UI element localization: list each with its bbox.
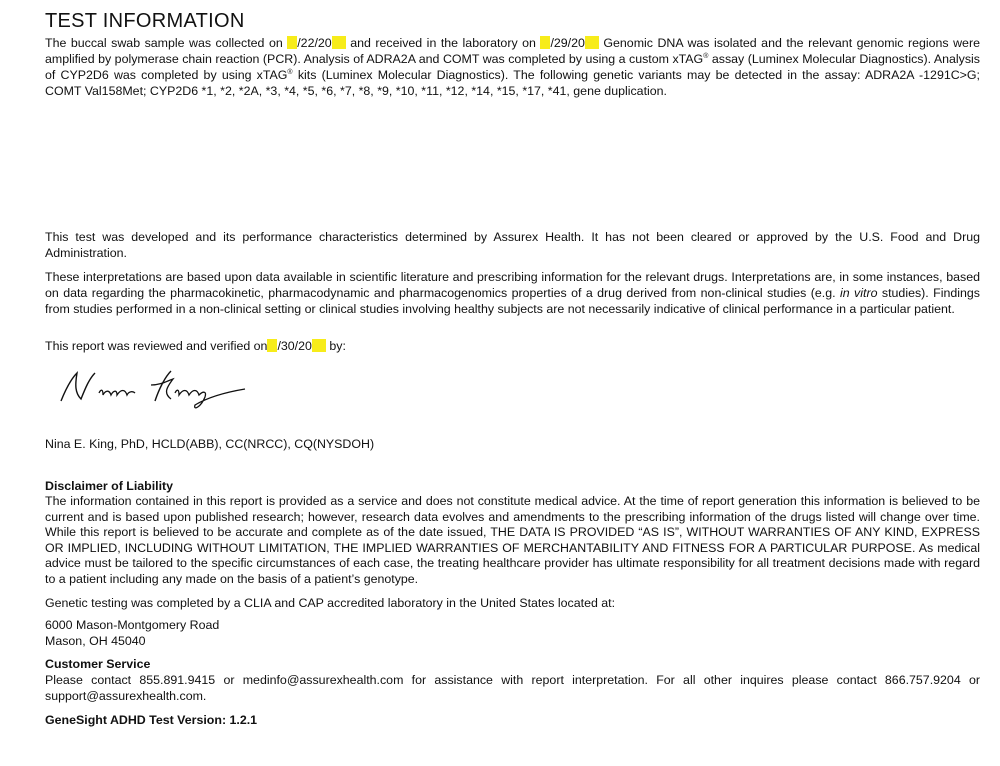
test-info-text-1: The buccal swab sample was collected on: [45, 36, 283, 50]
disclaimer-heading: Disclaimer of Liability: [45, 479, 174, 493]
registered-mark: ®: [287, 68, 293, 76]
test-info-text-4: assay (Luminex Molecular Diagnostics). Analysis of CYP2D6 was completed by using xTAG: [45, 52, 980, 82]
redaction-highlight: [312, 339, 326, 352]
redaction-highlight: [585, 36, 599, 49]
interpretation-italic: in vitro: [839, 286, 878, 300]
interpretation-text-b: studies). Findings from studies performed in a non-clinical setting or clinical studies involving healthy subjects are not necessarily indicative of clinical performance in a particular patient.: [45, 286, 980, 316]
lab-address-line-1: 6000 Mason-Montgomery Road: [45, 618, 220, 632]
review-date: /30/20: [277, 339, 312, 353]
redaction-highlight: [267, 339, 277, 352]
interpretation-paragraph: [45, 269, 980, 317]
redaction-highlight: [287, 36, 297, 49]
received-date: /29/20: [550, 36, 585, 50]
disclaimer-body: The information contained in this report is provided as a service and does not constitute medical advice. At the time of report generation this information is believed to be current and is based upon published research; however, research data evolves and amendments to the prescribing information of the drugs listed will change over time. While this report is believed to be accurate and complete as of the date issued, THE DATA IS PROVIDED “AS IS”, WITHOUT WARRANTIES OF ANY KIND, EXPRESS OR IMPLIED, INCLUDING WITHOUT LIMITATION, THE IMPLIED WARRANTIES OF MERCHANTABILITY AND FITNESS FOR A PARTICULAR PURPOSE. As medical advice must be tailored to the specific circumstances of each case, the treating healthcare provider has ultimate responsibility for all treatment decisions made with regard to a patient including any made on the basis of a patient’s genotype.: [45, 494, 980, 586]
test-info-text-5: kits (Luminex Molecular Diagnostics). The following genetic variants may be detected in the assay: ADRA2A -1291C>G; COMT Val158Met; CYP2D6 *1, *2, *2A, *3, *4, *5, *6, *7, *8, *9, *10, *11, *12, *14, *15, *17, *41, gene duplication.: [45, 68, 980, 98]
signer-credentials: Nina E. King, PhD, HCLD(ABB), CC(NRCC), CQ(NYSDOH): [45, 437, 375, 451]
review-prefix: This report was reviewed and verified on: [45, 339, 268, 353]
section-title: TEST INFORMATION: [45, 10, 245, 32]
redaction-highlight: [332, 36, 346, 49]
lab-address-line-2: Mason, OH 45040: [45, 634, 146, 648]
review-line: [45, 338, 980, 354]
collection-date: /22/20: [297, 36, 332, 50]
lab-intro: Genetic testing was completed by a CLIA and CAP accredited laboratory in the United States located at:: [45, 596, 616, 610]
customer-service-body: Please contact 855.891.9415 or medinfo@assurexhealth.com for assistance with report interpretation. For all other inquires please contact 866.757.9204 or support@assurexhealth.com.: [45, 673, 980, 703]
interpretation-text-a: These interpretations are based upon data available in scientific literature and prescribing information for the relevant drugs. Interpretations are, in some instances, based on data regarding the pharmacokinetic, pharmacodynamic and pharmacogenomics properties of a drug derived from non-clinical studies (e.g.: [45, 270, 980, 300]
signature-image: [55, 363, 275, 413]
redaction-highlight: [540, 36, 550, 49]
registered-mark: ®: [703, 52, 709, 60]
fda-note: This test was developed and its performance characteristics determined by Assurex Health. It has not been cleared or approved by the U.S. Food and Drug Administration.: [45, 230, 980, 260]
test-info-paragraph: [45, 35, 980, 99]
test-version: GeneSight ADHD Test Version: 1.2.1: [45, 713, 258, 727]
test-info-text-2: and received in the laboratory on: [350, 36, 536, 50]
review-suffix: by:: [329, 339, 346, 353]
customer-service-heading: Customer Service: [45, 657, 151, 671]
test-info-text-3: Genomic DNA was isolated and the relevant genomic regions were amplified by polymerase chain reaction (PCR). Analysis of ADRA2A and COMT was completed by using a custom xTAG: [45, 36, 980, 66]
